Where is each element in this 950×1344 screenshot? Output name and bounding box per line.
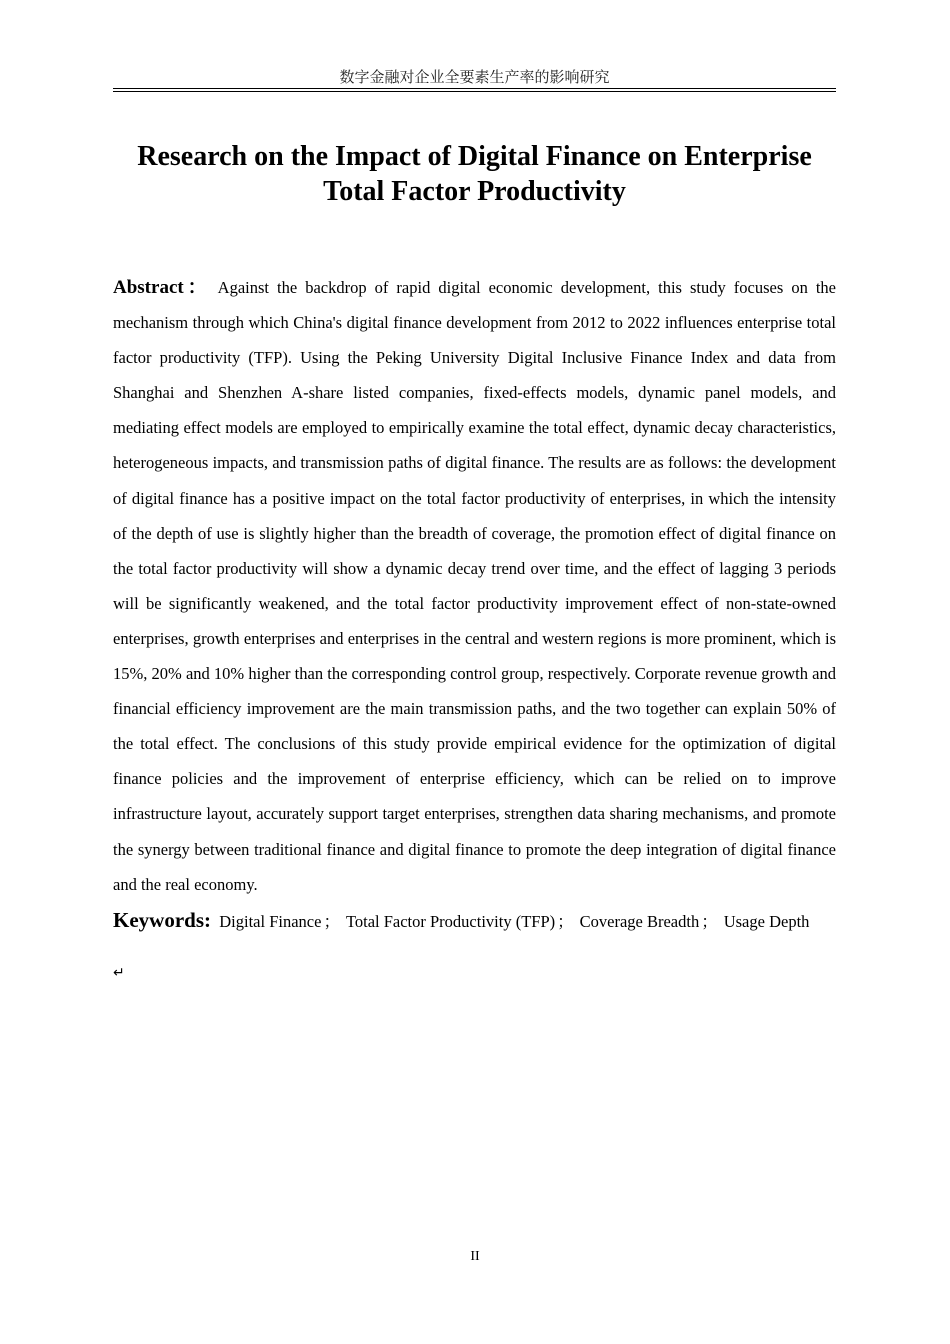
page-number: II — [470, 1249, 480, 1264]
keyword-item: Total Factor Productivity (TFP) — [345, 912, 556, 931]
abstract-label: Abstract： — [113, 277, 211, 298]
keyword-separator: ； — [701, 912, 718, 931]
abstract-paragraph — [113, 270, 836, 902]
keyword-item: Usage Depth — [723, 912, 810, 931]
paper-title — [113, 139, 836, 209]
abstract-text: Against the backdrop of rapid digital economic development, this study focuses on the mechanism through which China's digital finance development from 2012 to 2022 influences enterprise total factor productivity (TFP). Using the Peking University Digital Inclusive Finance Index and data from Shanghai and Shenzhen A-share listed companies, fixed-effects models, dynamic panel models, and mediating effect models are employed to empirically examine the total effect, dynamic decay characteristics, heterogeneous impacts, and transmission paths of digital finance. The results are as follows: the development of digital finance has a positive impact on the total factor productivity of enterprises, in which the intensity of the depth of use is slightly higher than the breadth of coverage, the promotion effect of digital finance on the total factor productivity will show a dynamic decay trend over time, and the effect of lagging 3 periods will be significantly weakened, and the total factor productivity improvement effect of non-state-owned enterprises, growth enterprises and enterprises in the central and western regions is more prominent, which is 15%, 20% and 10% higher than the corresponding control group, respectively. Corporate revenue growth and financial efficiency improvement are the main transmission paths, and the two together can explain 50% of the total effect. The conclusions of this study provide empirical evidence for the optimization of digital finance policies and the improvement of enterprise efficiency, which can be relied on to improve infrastructure layout, accurately support target enterprises, strengthen data sharing mechanisms, and promote the synergy between traditional finance and digital finance to promote the deep integration of digital finance and the real economy. — [113, 278, 837, 894]
keywords-line — [113, 903, 853, 939]
title-line-2: Total Factor Productivity — [323, 176, 626, 207]
keyword-item: Digital Finance — [219, 912, 322, 931]
title-line-1: Research on the Impact of Digital Finance on Enterprise — [137, 141, 812, 172]
header-double-rule — [113, 88, 836, 92]
paragraph-return-icon: ↵ — [113, 965, 125, 981]
keywords-label: Keywords: — [113, 908, 211, 932]
keyword-separator: ； — [557, 912, 574, 931]
keyword-item: Coverage Breadth — [579, 912, 700, 931]
keyword-separator: ； — [323, 912, 340, 931]
running-header: 数字金融对企业全要素生产率的影响研究 — [339, 68, 610, 86]
